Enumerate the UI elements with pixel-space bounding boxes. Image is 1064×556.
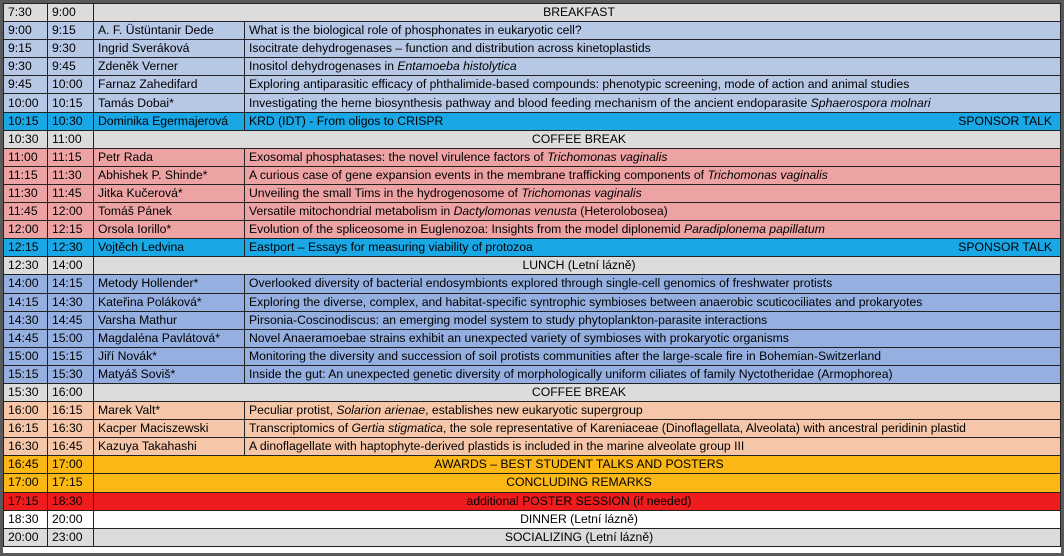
session-label: LUNCH (Letní lázně) [94, 257, 1061, 275]
talk-row [4, 402, 1061, 420]
speaker-name: Kazuya Takahashi [94, 438, 245, 456]
talk-row [4, 166, 1061, 184]
session-label: AWARDS – BEST STUDENT TALKS AND POSTERS [94, 456, 1061, 474]
title-species-italic: Trichomonas vaginalis [521, 185, 642, 200]
talk-title [245, 329, 1061, 347]
title-text: Novel Anaeramoebae strains exhibit an unexpected variety of symbioses with prokaryotic organisms [249, 330, 789, 345]
end-time: 16:15 [48, 402, 94, 420]
title-text: Exploring the diverse, complex, and habitat-specific syntrophic symbioses between anaerobic scuticociliates and prokaryotes [249, 294, 923, 309]
talk-title [245, 275, 1061, 293]
start-time: 12:15 [4, 239, 48, 257]
talk-row [4, 347, 1061, 365]
start-time: 7:30 [4, 4, 48, 22]
title-text: Monitoring the diversity and succession of soil protists communities after the large-scale fire in Bohemian-Switzerland [249, 348, 882, 363]
title-text: Evolution of the spliceosome in Euglenozoa: Insights from the model diplonemid [249, 222, 684, 237]
end-time: 14:45 [48, 311, 94, 329]
end-time: 16:30 [48, 420, 94, 438]
talk-title [245, 94, 1061, 112]
start-time: 14:15 [4, 293, 48, 311]
end-time: 10:30 [48, 112, 94, 130]
title-text: , establishes new eukaryotic supergroup [425, 403, 643, 418]
break-row [4, 130, 1061, 148]
title-text: Pirsonia-Coscinodiscus: an emerging model system to study phytoplankton-parasite interactions [249, 312, 768, 327]
title-text: Overlooked diversity of bacterial endosymbionts explored through single-cell genomics of freshwater protists [249, 276, 833, 291]
title-species-italic: Trichomonas vaginalis [547, 149, 668, 164]
break-row [4, 456, 1061, 474]
session-label: COFFEE BREAK [94, 130, 1061, 148]
speaker-name: Jiří Novák* [94, 347, 245, 365]
title-text: , the sole representative of Kareniaceae (Dinoflagellata, Alveolata) with ancestral peridinin plastid [442, 421, 966, 436]
break-row [4, 528, 1061, 546]
start-time: 15:30 [4, 383, 48, 401]
end-time: 16:45 [48, 438, 94, 456]
start-time: 10:30 [4, 130, 48, 148]
end-time: 11:00 [48, 130, 94, 148]
session-label: additional POSTER SESSION (if needed) [94, 492, 1061, 510]
title-text: Unveiling the small Tims in the hydrogenosome of [249, 185, 522, 200]
schedule-frame [3, 3, 1061, 553]
talk-title [245, 76, 1061, 94]
end-time: 14:00 [48, 257, 94, 275]
end-time: 9:15 [48, 22, 94, 40]
talk-title [245, 438, 1061, 456]
title-text: Investigating the heme biosynthesis pathway and blood feeding mechanism of the ancient endoparasite [249, 95, 811, 110]
talk-title [245, 420, 1061, 438]
schedule-body [4, 4, 1061, 547]
break-row [4, 510, 1061, 528]
start-time: 9:45 [4, 76, 48, 94]
start-time: 10:00 [4, 94, 48, 112]
speaker-name: Zdeněk Verner [94, 58, 245, 76]
talk-row [4, 148, 1061, 166]
session-label: COFFEE BREAK [94, 383, 1061, 401]
start-time: 16:00 [4, 402, 48, 420]
start-time: 14:00 [4, 275, 48, 293]
title-text: Isocitrate dehydrogenases – function and distribution across kinetoplastids [249, 41, 651, 56]
talk-row [4, 311, 1061, 329]
end-time: 14:30 [48, 293, 94, 311]
start-time: 9:30 [4, 58, 48, 76]
speaker-name: Ingrid Sveráková [94, 40, 245, 58]
start-time: 11:00 [4, 148, 48, 166]
talk-row [4, 112, 1061, 130]
end-time: 18:30 [48, 492, 94, 510]
title-species-italic: Paradiplonema papillatum [683, 222, 825, 237]
talk-title [245, 184, 1061, 202]
talk-title [245, 293, 1061, 311]
start-time: 11:15 [4, 166, 48, 184]
talk-title [245, 112, 1061, 130]
talk-title [245, 347, 1061, 365]
end-time: 11:30 [48, 166, 94, 184]
speaker-name: Metody Hollender* [94, 275, 245, 293]
end-time: 10:15 [48, 94, 94, 112]
talk-row [4, 22, 1061, 40]
title-text: Inside the gut: An unexpected genetic diversity of morphologically uniform ciliates of family Nyctotheridae (Armophorea) [249, 366, 893, 381]
session-label: DINNER (Letní lázně) [94, 510, 1061, 528]
title-text: A dinoflagellate with haptophyte-derived plastids is included in the marine alveolate group III [249, 439, 745, 454]
sponsor-tag: SPONSOR TALK [958, 113, 1052, 128]
speaker-name: Matyáš Soviš* [94, 365, 245, 383]
talk-title [245, 402, 1061, 420]
end-time: 12:00 [48, 203, 94, 221]
speaker-name: Kateřina Poláková* [94, 293, 245, 311]
speaker-name: Tomáš Pánek [94, 203, 245, 221]
talk-row [4, 420, 1061, 438]
title-text: (Heterolobosea) [576, 204, 668, 219]
speaker-name: Vojtěch Ledvina [94, 239, 245, 257]
title-species-italic: Dactylomonas venusta [453, 204, 577, 219]
end-time: 11:45 [48, 184, 94, 202]
talk-title [245, 203, 1061, 221]
speaker-name: Dominika Egermajerová [94, 112, 245, 130]
break-row [4, 492, 1061, 510]
talk-title [245, 311, 1061, 329]
speaker-name: Jitka Kučerová* [94, 184, 245, 202]
title-species-italic: Sphaerospora molnari [810, 95, 931, 110]
start-time: 17:00 [4, 474, 48, 492]
end-time: 12:15 [48, 221, 94, 239]
end-time: 15:30 [48, 365, 94, 383]
talk-row [4, 203, 1061, 221]
start-time: 16:30 [4, 438, 48, 456]
start-time: 11:30 [4, 184, 48, 202]
end-time: 23:00 [48, 528, 94, 546]
start-time: 12:30 [4, 257, 48, 275]
start-time: 14:30 [4, 311, 48, 329]
title-text: Eastport – Essays for measuring viability of protozoa [249, 240, 533, 255]
break-row [4, 257, 1061, 275]
session-label: CONCLUDING REMARKS [94, 474, 1061, 492]
talk-title [245, 58, 1061, 76]
end-time: 9:45 [48, 58, 94, 76]
end-time: 10:00 [48, 76, 94, 94]
title-species-italic: Trichomonas vaginalis [707, 167, 828, 182]
title-text: A curious case of gene expansion events in the membrane trafficking components of [249, 167, 708, 182]
start-time: 9:00 [4, 22, 48, 40]
end-time: 9:00 [48, 4, 94, 22]
talk-title [245, 148, 1061, 166]
speaker-name: Petr Rada [94, 148, 245, 166]
start-time: 17:15 [4, 492, 48, 510]
talk-title [245, 239, 1061, 257]
speaker-name: Magdaléna Pavlátová* [94, 329, 245, 347]
title-text: What is the biological role of phosphonates in eukaryotic cell? [249, 23, 582, 38]
end-time: 17:00 [48, 456, 94, 474]
title-text: Exosomal phosphatases: the novel virulence factors of [249, 149, 548, 164]
talk-row [4, 94, 1061, 112]
speaker-name: Marek Valt* [94, 402, 245, 420]
speaker-name: Varsha Mathur [94, 311, 245, 329]
title-text: Peculiar protist, [249, 403, 337, 418]
talk-title [245, 166, 1061, 184]
end-time: 11:15 [48, 148, 94, 166]
start-time: 11:45 [4, 203, 48, 221]
speaker-name: Orsola Iorillo* [94, 221, 245, 239]
title-species-italic: Entamoeba histolytica [397, 59, 517, 74]
start-time: 16:15 [4, 420, 48, 438]
talk-title [245, 40, 1061, 58]
start-time: 15:15 [4, 365, 48, 383]
start-time: 16:45 [4, 456, 48, 474]
session-label: BREAKFAST [94, 4, 1061, 22]
talk-row [4, 275, 1061, 293]
talk-row [4, 293, 1061, 311]
speaker-name: Kacper Maciszewski [94, 420, 245, 438]
title-text: Exploring antiparasitic efficacy of phthalimide-based compounds: phenotypic screening, mode of action and animal studies [249, 77, 910, 92]
talk-row [4, 58, 1061, 76]
start-time: 15:00 [4, 347, 48, 365]
start-time: 12:00 [4, 221, 48, 239]
start-time: 14:45 [4, 329, 48, 347]
start-time: 18:30 [4, 510, 48, 528]
end-time: 17:15 [48, 474, 94, 492]
talk-row [4, 438, 1061, 456]
schedule-table [3, 3, 1061, 547]
talk-row [4, 239, 1061, 257]
title-species-italic: Gertia stigmatica [351, 421, 443, 436]
end-time: 15:00 [48, 329, 94, 347]
talk-row [4, 76, 1061, 94]
speaker-name: A. F. Üstüntanir Dede [94, 22, 245, 40]
end-time: 16:00 [48, 383, 94, 401]
talk-row [4, 329, 1061, 347]
talk-row [4, 221, 1061, 239]
end-time: 12:30 [48, 239, 94, 257]
talk-row [4, 365, 1061, 383]
title-text: Inositol dehydrogenases in [249, 59, 398, 74]
title-text: KRD (IDT) - From oligos to CRISPR [249, 113, 444, 128]
end-time: 15:15 [48, 347, 94, 365]
speaker-name: Farnaz Zahedifard [94, 76, 245, 94]
start-time: 9:15 [4, 40, 48, 58]
start-time: 20:00 [4, 528, 48, 546]
talk-row [4, 184, 1061, 202]
title-species-italic: Solarion arienae [336, 403, 426, 418]
talk-title [245, 22, 1061, 40]
start-time: 10:15 [4, 112, 48, 130]
title-text: Transcriptomics of [249, 421, 352, 436]
sponsor-tag: SPONSOR TALK [958, 240, 1052, 255]
session-label: SOCIALIZING (Letní lázně) [94, 528, 1061, 546]
talk-title [245, 365, 1061, 383]
end-time: 9:30 [48, 40, 94, 58]
talk-title [245, 221, 1061, 239]
break-row [4, 474, 1061, 492]
break-row [4, 4, 1061, 22]
break-row [4, 383, 1061, 401]
title-text: Versatile mitochondrial metabolism in [249, 204, 454, 219]
speaker-name: Tamás Dobai* [94, 94, 245, 112]
end-time: 20:00 [48, 510, 94, 528]
talk-row [4, 40, 1061, 58]
speaker-name: Abhishek P. Shinde* [94, 166, 245, 184]
end-time: 14:15 [48, 275, 94, 293]
